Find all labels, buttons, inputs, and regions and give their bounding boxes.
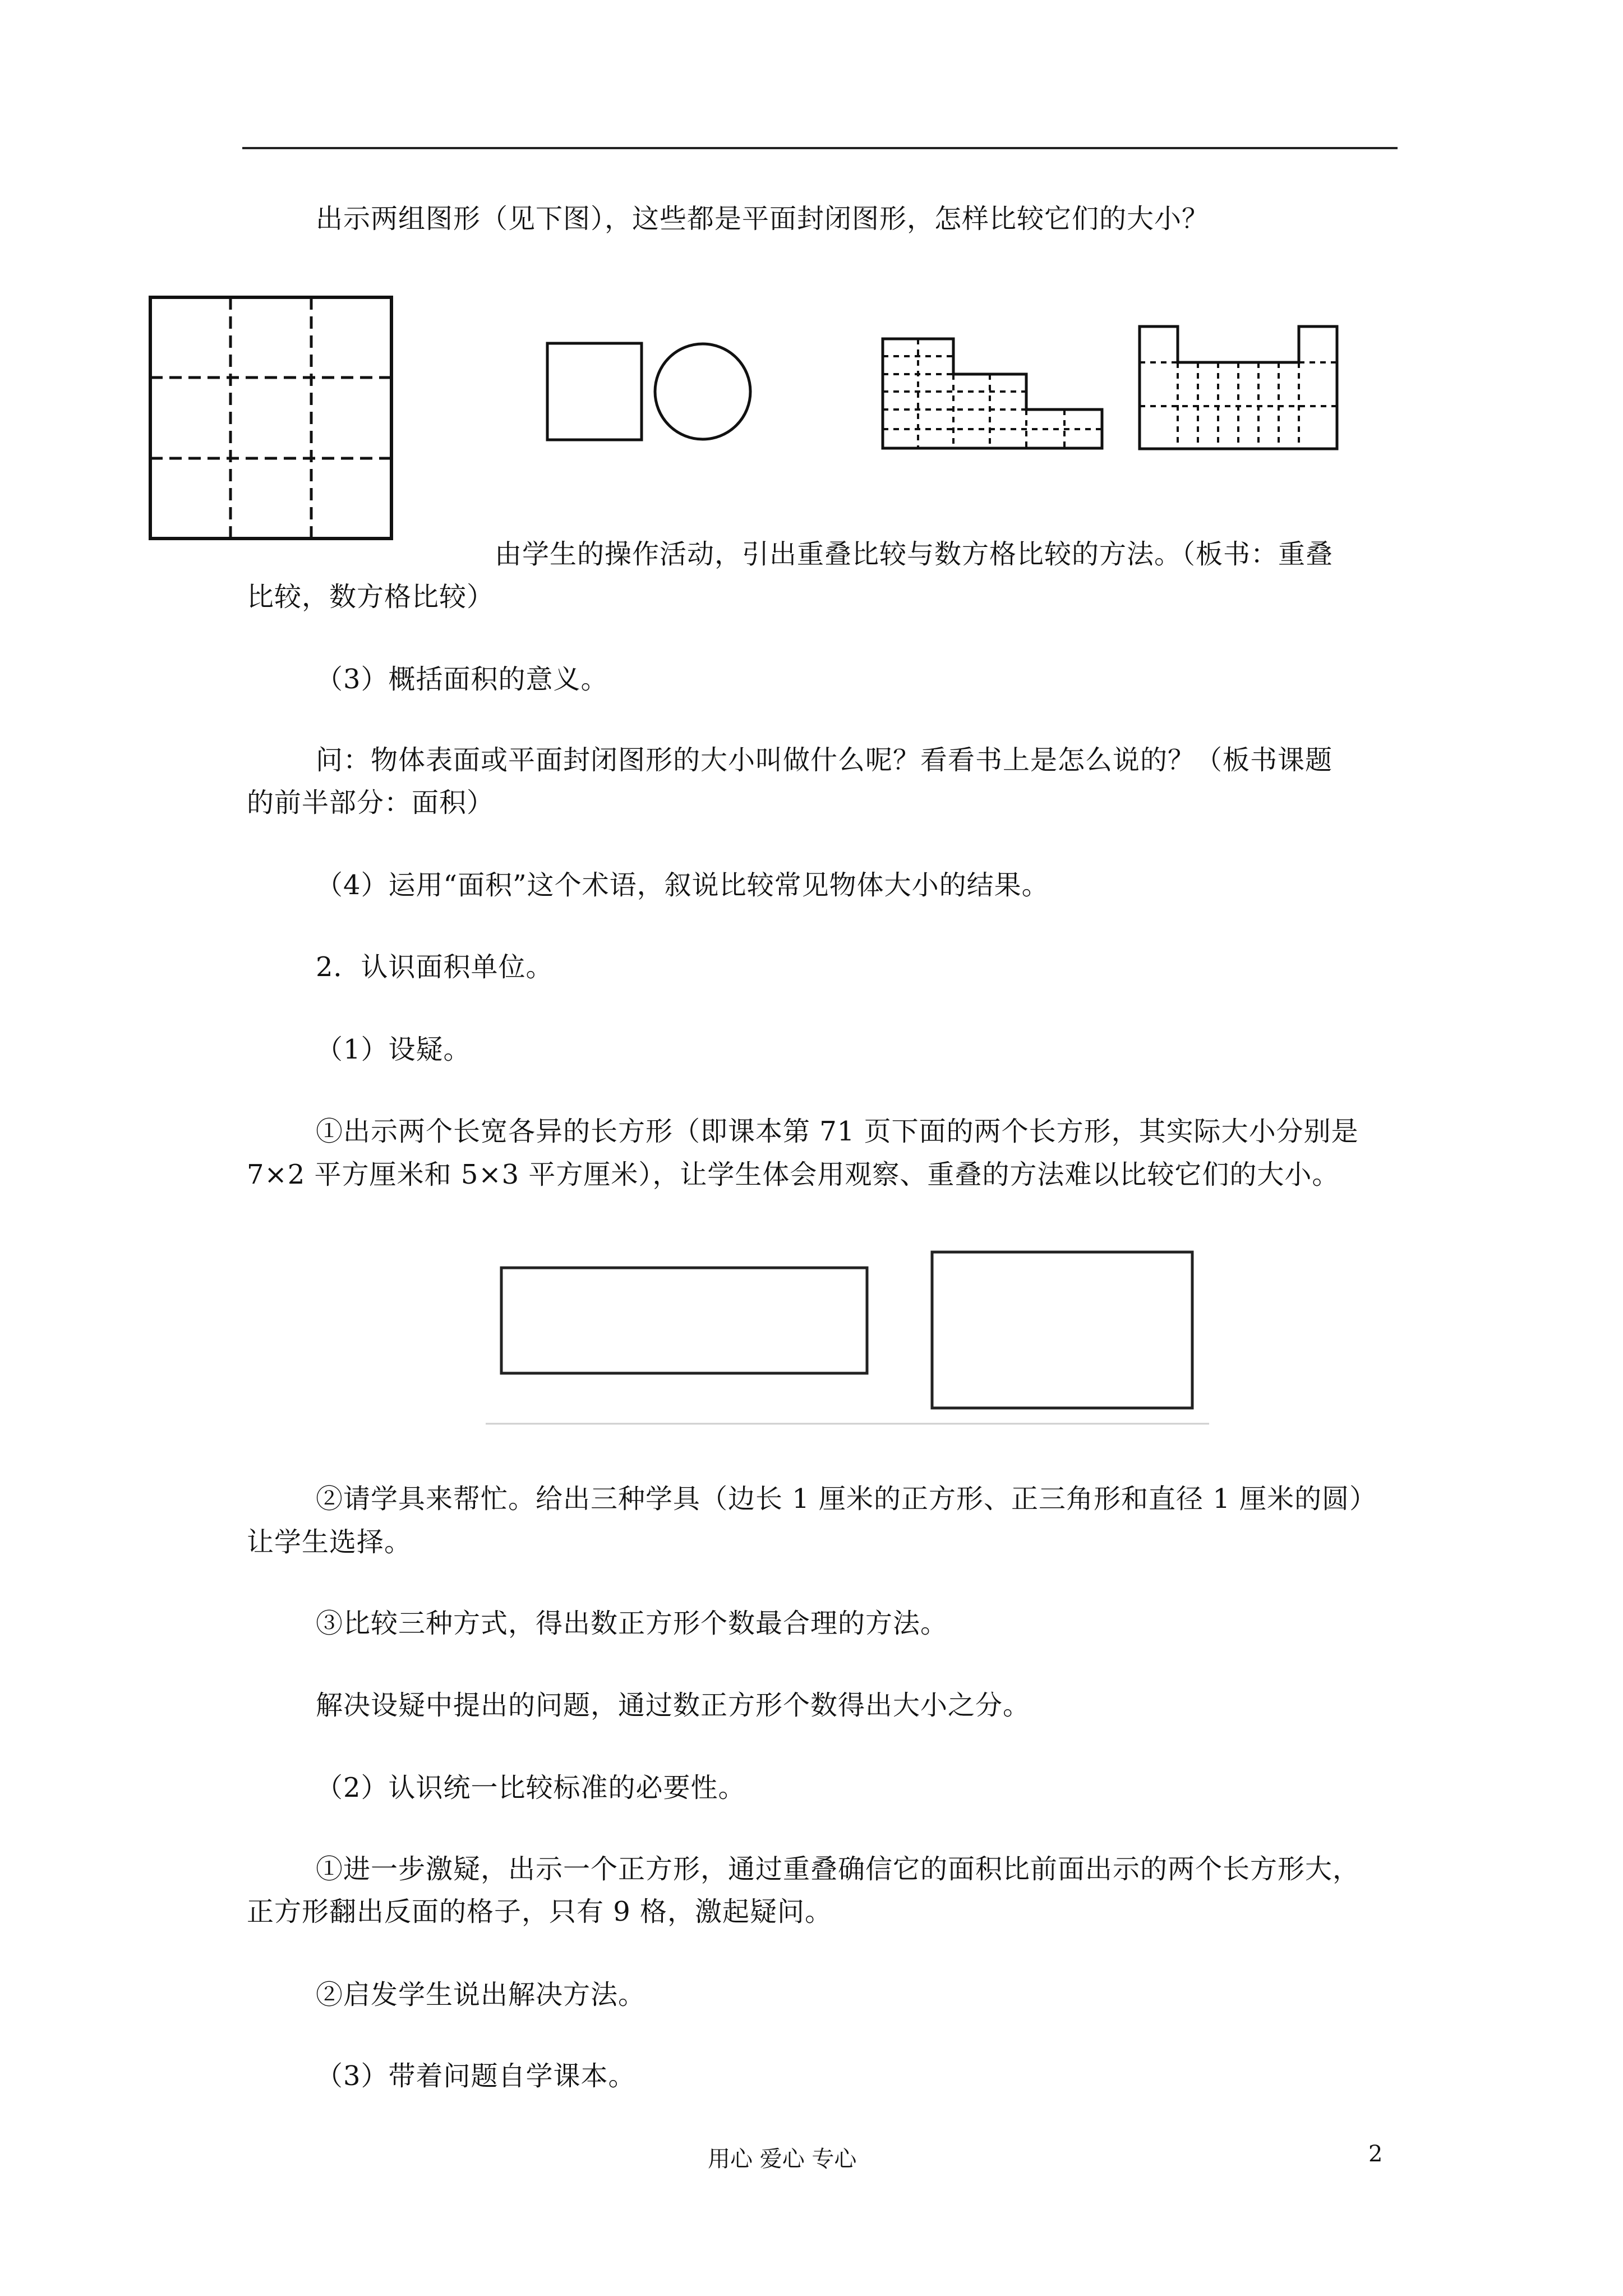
paragraph: ②启发学生说出解决方法。 (316, 1979, 646, 2010)
paragraph: 让学生选择。 (247, 1526, 412, 1558)
paragraph: 由学生的操作活动，引出重叠比较与数方格比较的方法。（板书：重叠 (495, 539, 1334, 570)
paragraph: 的前半部分：面积） (247, 787, 495, 818)
paragraph: 解决设疑中提出的问题，通过数正方形个数得出大小之分。 (316, 1690, 1031, 1721)
paragraph: ②请学具来帮忙。给出三种学具（边长 1 厘米的正方形、正三角形和直径 1 厘米的圆） (316, 1483, 1377, 1515)
footer-motto: 用心 爱心 专心 (708, 2146, 857, 2172)
paragraph: 2．认识面积单位。 (316, 951, 554, 983)
two-rectangles-figure (486, 1245, 1215, 1436)
paragraph: （1）设疑。 (316, 1034, 471, 1065)
paragraph: （3）概括面积的意义。 (316, 664, 608, 695)
square-circle-figure (541, 338, 759, 444)
paragraph: （4）运用“面积”这个术语，叙说比较常见物体大小的结果。 (316, 869, 1049, 901)
paragraph: ①出示两个长宽各异的长方形（即课本第 71 页下面的两个长方形，其实际大小分别是 (316, 1116, 1359, 1147)
paragraph: 比较，数方格比较） (247, 581, 495, 613)
paragraph: 7×2 平方厘米和 5×3 平方厘米），让学生体会用观察、重叠的方法难以比较它们的大小。 (247, 1159, 1340, 1190)
paragraph: 正方形翻出反面的格子，只有 9 格，激起疑问。 (247, 1896, 833, 1927)
paragraph: （3）带着问题自学课本。 (316, 2060, 636, 2092)
paragraph: ③比较三种方式，得出数正方形个数最合理的方法。 (316, 1608, 948, 1639)
grid-square-figure (147, 294, 397, 544)
u-shape-grid-figure (1136, 323, 1349, 453)
staircase-grid-figure (879, 335, 1110, 454)
paragraph: ①进一步激疑，出示一个正方形，通过重叠确信它的面积比前面出示的两个长方形大， (316, 1853, 1361, 1885)
paragraph: 问：物体表面或平面封闭图形的大小叫做什么呢？看看书上是怎么说的？（板书课题 (316, 744, 1333, 776)
paragraph: （2）认识统一比较标准的必要性。 (316, 1772, 746, 1803)
paragraph: 出示两组图形（见下图），这些都是平面封闭图形，怎样比较它们的大小？ (316, 203, 1210, 234)
header-rule (242, 147, 1398, 149)
page-number: 2 (1368, 2141, 1383, 2167)
